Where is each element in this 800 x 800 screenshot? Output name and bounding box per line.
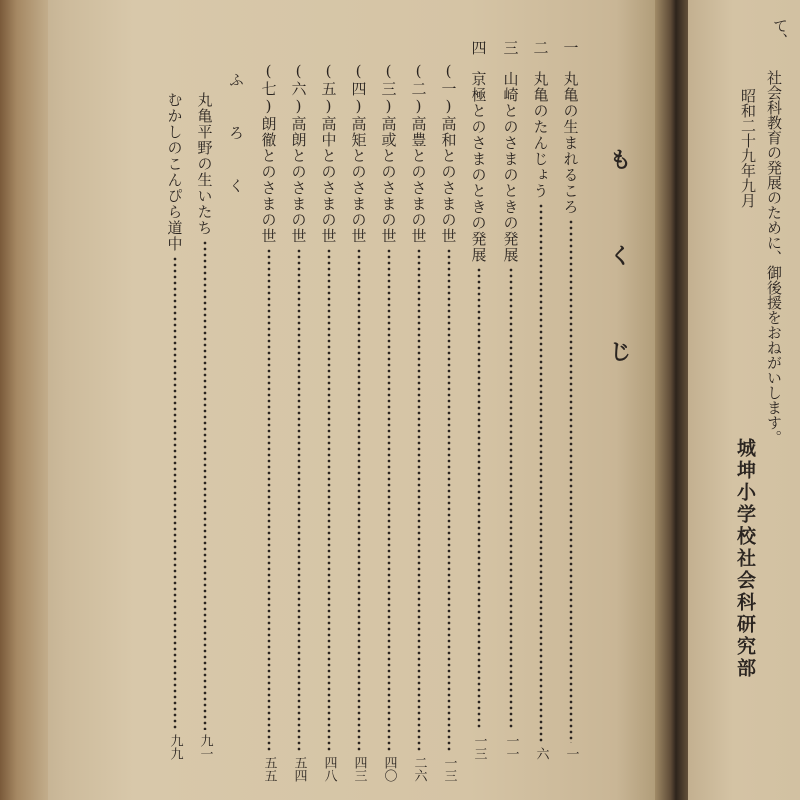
toc-leader-dots xyxy=(172,256,178,730)
toc-entry-10 xyxy=(286,62,312,782)
toc-entry-9 xyxy=(316,62,342,782)
toc-leader-dots xyxy=(476,267,482,730)
page-edge-shadow xyxy=(0,0,48,800)
toc-entry-5 xyxy=(436,62,462,782)
toc-leader-dots xyxy=(356,248,362,752)
toc-heading-2: く xyxy=(606,244,632,266)
toc-entry-page: 一一 xyxy=(503,734,519,760)
toc-entry-title: 丸亀のたんじょう xyxy=(531,71,550,199)
toc-entry-title: 丸亀平野の生いたち xyxy=(195,92,214,236)
toc-entry-page: 二六 xyxy=(411,756,427,782)
appendix-heading: ふ ろ く xyxy=(227,72,245,203)
toc-entry-title: (一)高和とのさまの世 xyxy=(439,62,458,244)
toc-leader-dots xyxy=(416,248,422,752)
toc-entry-page: 一三 xyxy=(441,756,457,782)
toc-entry-page: 六 xyxy=(533,747,549,760)
toc-entry-title: 丸亀の生まれるころ xyxy=(561,71,580,215)
toc-entry-page: 一 xyxy=(563,747,579,760)
toc-entry-page: 四〇 xyxy=(381,756,397,782)
toc-entry-7 xyxy=(376,62,402,782)
preface-date: 昭和二十九年九月 xyxy=(739,88,757,208)
toc-leader-dots xyxy=(202,240,208,730)
toc-heading-1: も xyxy=(606,148,632,170)
toc-entry-1 xyxy=(558,40,584,760)
toc-entry-page: 九九 xyxy=(167,734,183,760)
toc-entry-number: 二 xyxy=(531,40,550,55)
toc-entry-page: 五四 xyxy=(291,756,307,782)
preface-line-1: て、 xyxy=(771,18,789,48)
toc-entry-8 xyxy=(346,62,372,782)
toc-entry-page: 五五 xyxy=(261,756,277,782)
toc-entry-number: 四 xyxy=(469,40,488,55)
toc-entry-number: 一 xyxy=(561,40,580,55)
toc-leader-dots xyxy=(266,248,272,752)
toc-entry-title: 山崎とのさまのときの発展 xyxy=(501,71,520,263)
toc-entry-4 xyxy=(466,40,492,760)
toc-entry-page: 一三 xyxy=(471,734,487,760)
toc-heading-3: じ xyxy=(606,340,632,362)
toc-entry-number: 三 xyxy=(501,40,520,55)
toc-entry-page: 四八 xyxy=(321,756,337,782)
toc-leader-dots xyxy=(508,267,514,730)
toc-leader-dots xyxy=(326,248,332,752)
toc-entry-title: (三)高或とのさまの世 xyxy=(379,62,398,244)
toc-entry-11 xyxy=(256,62,282,782)
toc-leader-dots xyxy=(538,203,544,743)
preface-line-2: 社会科教育の発展のために、御後援をおねがいします。 xyxy=(765,70,783,445)
toc-leader-dots xyxy=(446,248,452,752)
book-gutter xyxy=(655,0,690,800)
toc-leader-dots xyxy=(386,248,392,752)
toc-entry-title: (七)朗徹とのさまの世 xyxy=(259,62,278,244)
toc-entry-title: 京極とのさまのときの発展 xyxy=(469,71,488,263)
toc-entry-6 xyxy=(406,62,432,782)
toc-entry-page: 四三 xyxy=(351,756,367,782)
toc-entry-3 xyxy=(498,40,524,760)
toc-entry-title: (四)高矩とのさまの世 xyxy=(349,62,368,244)
toc-entry-title: (六)高朗とのさまの世 xyxy=(289,62,308,244)
toc-entry-title: むかしのこんぴら道中 xyxy=(165,92,184,252)
toc-entry-page: 九一 xyxy=(197,734,213,760)
toc-leader-dots xyxy=(296,248,302,752)
toc-leader-dots xyxy=(568,219,574,743)
toc-entry-2 xyxy=(528,40,554,760)
preface-author: 城坤小学校社会科研究部 xyxy=(734,438,756,680)
toc-entry-title: (二)高豊とのさまの世 xyxy=(409,62,428,244)
toc-entry-appendix-2 xyxy=(162,92,188,760)
toc-entry-appendix-1 xyxy=(192,92,218,760)
toc-entry-title: (五)高中とのさまの世 xyxy=(319,62,338,244)
